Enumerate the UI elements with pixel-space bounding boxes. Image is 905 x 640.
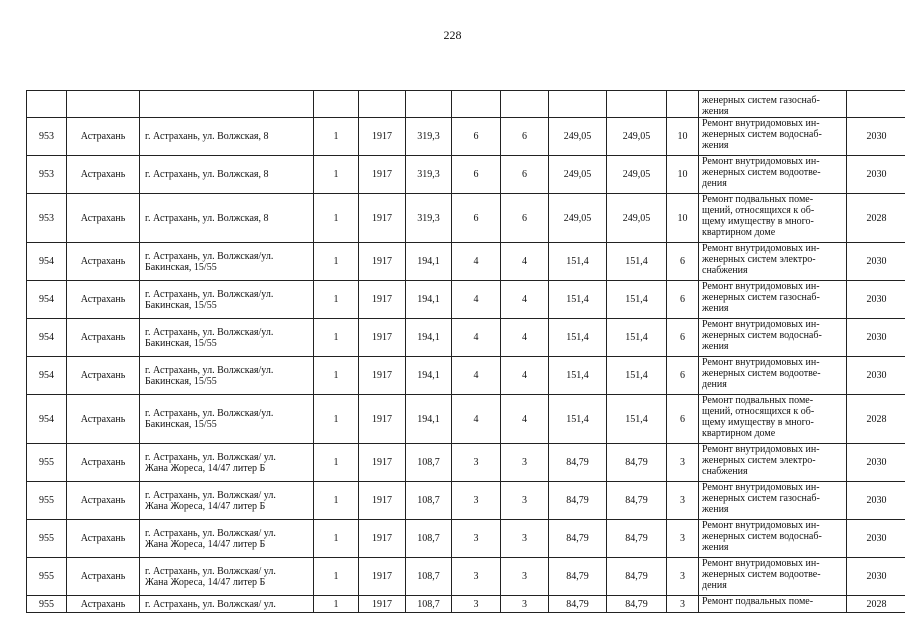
cell-number: 954 (27, 357, 67, 395)
cell-area: 319,3 (406, 156, 452, 194)
cell-col-4: 1 (314, 395, 359, 444)
cell-address: г. Астрахань, ул. Волжская/ул. Бакинская, 15/55 (140, 281, 314, 319)
cell-number: 954 (27, 281, 67, 319)
cell-year: 1917 (359, 482, 406, 520)
cell-col-9: 84,79 (549, 482, 607, 520)
cell-col-11: 3 (667, 558, 699, 596)
cell-deadline: 2030 (847, 243, 905, 281)
cell-city: Астрахань (67, 243, 140, 281)
cell-area: 108,7 (406, 482, 452, 520)
cell-address: г. Астрахань, ул. Волжская/ ул. Жана Жореса, 14/47 литер Б (140, 520, 314, 558)
cell-col-9: 151,4 (549, 243, 607, 281)
cell-col-10: 151,4 (607, 395, 667, 444)
table-row (27, 395, 905, 444)
cell-col-4: 1 (314, 118, 359, 156)
repair-schedule-table (26, 90, 905, 613)
cell-number: 955 (27, 520, 67, 558)
table-row (27, 281, 905, 319)
cell-area: 319,3 (406, 194, 452, 243)
cell-address: г. Астрахань, ул. Волжская/ул. Бакинская, 15/55 (140, 243, 314, 281)
cell-deadline: 2030 (847, 558, 905, 596)
cell-col-10: 84,79 (607, 558, 667, 596)
cell-work-type: Ремонт подвальных поме- щений, относящихся к об- щему имуществу в много- квартирном доме (699, 395, 847, 444)
cell-col-7: 3 (452, 558, 501, 596)
cell-col-10: 151,4 (607, 243, 667, 281)
table-row (27, 357, 905, 395)
cell-city: Астрахань (67, 444, 140, 482)
cell-col-7: 3 (452, 482, 501, 520)
cell-col-9: 84,79 (549, 596, 607, 613)
cell-work-type: Ремонт внутридомовых ин- женерных систем водоотве- дения (699, 357, 847, 395)
cell-col-8: 3 (501, 444, 549, 482)
cell-work-type: Ремонт внутридомовых ин- женерных систем водоотве- дения (699, 558, 847, 596)
cell-city: Астрахань (67, 281, 140, 319)
cell-col-8: 4 (501, 395, 549, 444)
cell-col-11: 3 (667, 520, 699, 558)
table-row (27, 91, 905, 118)
cell-col-4: 1 (314, 319, 359, 357)
cell-empty (406, 91, 452, 118)
cell-deadline: 2030 (847, 357, 905, 395)
cell-deadline: 2030 (847, 482, 905, 520)
cell-area: 194,1 (406, 281, 452, 319)
cell-col-7: 4 (452, 395, 501, 444)
table-row (27, 558, 905, 596)
cell-deadline (847, 91, 905, 118)
cell-address: г. Астрахань, ул. Волжская, 8 (140, 118, 314, 156)
cell-col-9: 84,79 (549, 444, 607, 482)
cell-year: 1917 (359, 520, 406, 558)
cell-col-10: 151,4 (607, 357, 667, 395)
cell-year: 1917 (359, 444, 406, 482)
table-row (27, 194, 905, 243)
cell-col-8: 6 (501, 194, 549, 243)
cell-col-4: 1 (314, 558, 359, 596)
cell-city: Астрахань (67, 118, 140, 156)
cell-address: г. Астрахань, ул. Волжская/ ул. (140, 596, 314, 613)
cell-col-4: 1 (314, 520, 359, 558)
cell-number: 954 (27, 395, 67, 444)
cell-work-type: Ремонт внутридомовых ин- женерных систем водоснаб- жения (699, 319, 847, 357)
cell-col-7: 6 (452, 118, 501, 156)
cell-col-8: 3 (501, 520, 549, 558)
cell-year: 1917 (359, 319, 406, 357)
cell-col-7: 4 (452, 319, 501, 357)
cell-col-10: 151,4 (607, 319, 667, 357)
cell-area: 194,1 (406, 357, 452, 395)
cell-year: 1917 (359, 243, 406, 281)
cell-col-7: 6 (452, 156, 501, 194)
cell-city: Астрахань (67, 520, 140, 558)
cell-number (27, 91, 67, 118)
cell-number: 953 (27, 118, 67, 156)
cell-work-type: Ремонт подвальных поме- (699, 596, 847, 613)
cell-col-4: 1 (314, 482, 359, 520)
cell-col-4: 1 (314, 243, 359, 281)
cell-number: 955 (27, 444, 67, 482)
cell-col-8: 3 (501, 482, 549, 520)
cell-area: 108,7 (406, 596, 452, 613)
cell-deadline: 2030 (847, 520, 905, 558)
cell-col-10: 84,79 (607, 444, 667, 482)
cell-empty (607, 91, 667, 118)
cell-city: Астрахань (67, 319, 140, 357)
cell-col-10: 249,05 (607, 118, 667, 156)
cell-area: 108,7 (406, 444, 452, 482)
cell-col-8: 4 (501, 281, 549, 319)
cell-col-9: 151,4 (549, 395, 607, 444)
cell-col-10: 84,79 (607, 596, 667, 613)
cell-work-type: Ремонт внутридомовых ин- женерных систем водоотве- дения (699, 156, 847, 194)
cell-col-10: 249,05 (607, 156, 667, 194)
cell-city: Астрахань (67, 596, 140, 613)
cell-col-7: 4 (452, 357, 501, 395)
cell-address: г. Астрахань, ул. Волжская/ ул. Жана Жореса, 14/47 литер Б (140, 482, 314, 520)
cell-col-7: 6 (452, 194, 501, 243)
cell-empty (501, 91, 549, 118)
cell-col-9: 249,05 (549, 156, 607, 194)
cell-year: 1917 (359, 194, 406, 243)
cell-address: г. Астрахань, ул. Волжская/ул. Бакинская, 15/55 (140, 395, 314, 444)
cell-empty (549, 91, 607, 118)
cell-city: Астрахань (67, 194, 140, 243)
cell-address: г. Астрахань, ул. Волжская, 8 (140, 194, 314, 243)
cell-number: 954 (27, 243, 67, 281)
cell-work-type: Ремонт внутридомовых ин- женерных систем газоснаб- жения (699, 281, 847, 319)
table-row (27, 243, 905, 281)
cell-city (67, 91, 140, 118)
page-number: 228 (443, 28, 462, 42)
cell-city: Астрахань (67, 156, 140, 194)
cell-deadline: 2030 (847, 444, 905, 482)
cell-col-10: 151,4 (607, 281, 667, 319)
cell-year: 1917 (359, 281, 406, 319)
cell-col-8: 3 (501, 596, 549, 613)
cell-col-9: 249,05 (549, 194, 607, 243)
cell-col-4: 1 (314, 444, 359, 482)
cell-col-11: 6 (667, 319, 699, 357)
cell-address: г. Астрахань, ул. Волжская/ул. Бакинская, 15/55 (140, 319, 314, 357)
cell-year: 1917 (359, 395, 406, 444)
cell-col-11: 3 (667, 444, 699, 482)
cell-address: г. Астрахань, ул. Волжская/ ул. Жана Жореса, 14/47 литер Б (140, 558, 314, 596)
cell-city: Астрахань (67, 558, 140, 596)
cell-year: 1917 (359, 156, 406, 194)
cell-col-4: 1 (314, 357, 359, 395)
cell-col-7: 3 (452, 444, 501, 482)
cell-deadline: 2028 (847, 395, 905, 444)
cell-year: 1917 (359, 558, 406, 596)
cell-col-10: 84,79 (607, 482, 667, 520)
cell-col-9: 151,4 (549, 319, 607, 357)
cell-deadline: 2030 (847, 118, 905, 156)
table-row (27, 596, 905, 613)
cell-col-8: 6 (501, 118, 549, 156)
cell-empty (667, 91, 699, 118)
cell-area: 194,1 (406, 243, 452, 281)
cell-col-9: 151,4 (549, 281, 607, 319)
cell-col-4: 1 (314, 281, 359, 319)
cell-col-11: 6 (667, 243, 699, 281)
cell-col-8: 4 (501, 319, 549, 357)
cell-col-10: 249,05 (607, 194, 667, 243)
table-row (27, 319, 905, 357)
cell-address: г. Астрахань, ул. Волжская, 8 (140, 156, 314, 194)
cell-address (140, 91, 314, 118)
cell-empty (452, 91, 501, 118)
cell-address: г. Астрахань, ул. Волжская/ул. Бакинская, 15/55 (140, 357, 314, 395)
cell-col-8: 6 (501, 156, 549, 194)
cell-area: 108,7 (406, 558, 452, 596)
cell-col-9: 151,4 (549, 357, 607, 395)
cell-col-7: 4 (452, 281, 501, 319)
cell-city: Астрахань (67, 357, 140, 395)
cell-deadline: 2028 (847, 596, 905, 613)
cell-empty (314, 91, 359, 118)
cell-col-9: 84,79 (549, 520, 607, 558)
cell-col-4: 1 (314, 194, 359, 243)
cell-col-11: 10 (667, 156, 699, 194)
cell-number: 954 (27, 319, 67, 357)
cell-col-10: 84,79 (607, 520, 667, 558)
cell-area: 108,7 (406, 520, 452, 558)
cell-city: Астрахань (67, 482, 140, 520)
table-row (27, 520, 905, 558)
cell-area: 319,3 (406, 118, 452, 156)
cell-address: г. Астрахань, ул. Волжская/ ул. Жана Жореса, 14/47 литер Б (140, 444, 314, 482)
cell-area: 194,1 (406, 319, 452, 357)
cell-col-11: 6 (667, 395, 699, 444)
cell-col-7: 4 (452, 243, 501, 281)
cell-number: 955 (27, 482, 67, 520)
cell-col-7: 3 (452, 520, 501, 558)
cell-work-type: Ремонт внутридомовых ин- женерных систем электро- снабжения (699, 243, 847, 281)
cell-number: 953 (27, 156, 67, 194)
cell-col-8: 4 (501, 357, 549, 395)
cell-work-type: Ремонт подвальных поме- щений, относящихся к об- щему имуществу в много- квартирном доме (699, 194, 847, 243)
cell-year: 1917 (359, 596, 406, 613)
cell-number: 955 (27, 596, 67, 613)
table-row (27, 444, 905, 482)
cell-year: 1917 (359, 118, 406, 156)
table-row (27, 118, 905, 156)
cell-col-9: 249,05 (549, 118, 607, 156)
cell-number: 953 (27, 194, 67, 243)
cell-year: 1917 (359, 357, 406, 395)
cell-deadline: 2028 (847, 194, 905, 243)
cell-col-11: 3 (667, 482, 699, 520)
cell-work-type: Ремонт внутридомовых ин- женерных систем газоснаб- жения (699, 482, 847, 520)
cell-col-11: 6 (667, 357, 699, 395)
cell-col-4: 1 (314, 596, 359, 613)
cell-work-type: Ремонт внутридомовых ин- женерных систем водоснаб- жения (699, 520, 847, 558)
cell-col-11: 10 (667, 118, 699, 156)
cell-col-11: 10 (667, 194, 699, 243)
cell-deadline: 2030 (847, 156, 905, 194)
cell-col-9: 84,79 (549, 558, 607, 596)
cell-col-11: 6 (667, 281, 699, 319)
cell-area: 194,1 (406, 395, 452, 444)
cell-col-7: 3 (452, 596, 501, 613)
cell-work-type: женерных систем газоснаб- жения (699, 91, 847, 118)
cell-deadline: 2030 (847, 319, 905, 357)
cell-work-type: Ремонт внутридомовых ин- женерных систем электро- снабжения (699, 444, 847, 482)
cell-col-8: 3 (501, 558, 549, 596)
cell-col-4: 1 (314, 156, 359, 194)
cell-empty (359, 91, 406, 118)
cell-col-11: 3 (667, 596, 699, 613)
table-row (27, 156, 905, 194)
cell-col-8: 4 (501, 243, 549, 281)
table-row (27, 482, 905, 520)
cell-city: Астрахань (67, 395, 140, 444)
cell-work-type: Ремонт внутридомовых ин- женерных систем водоснаб- жения (699, 118, 847, 156)
cell-number: 955 (27, 558, 67, 596)
cell-deadline: 2030 (847, 281, 905, 319)
